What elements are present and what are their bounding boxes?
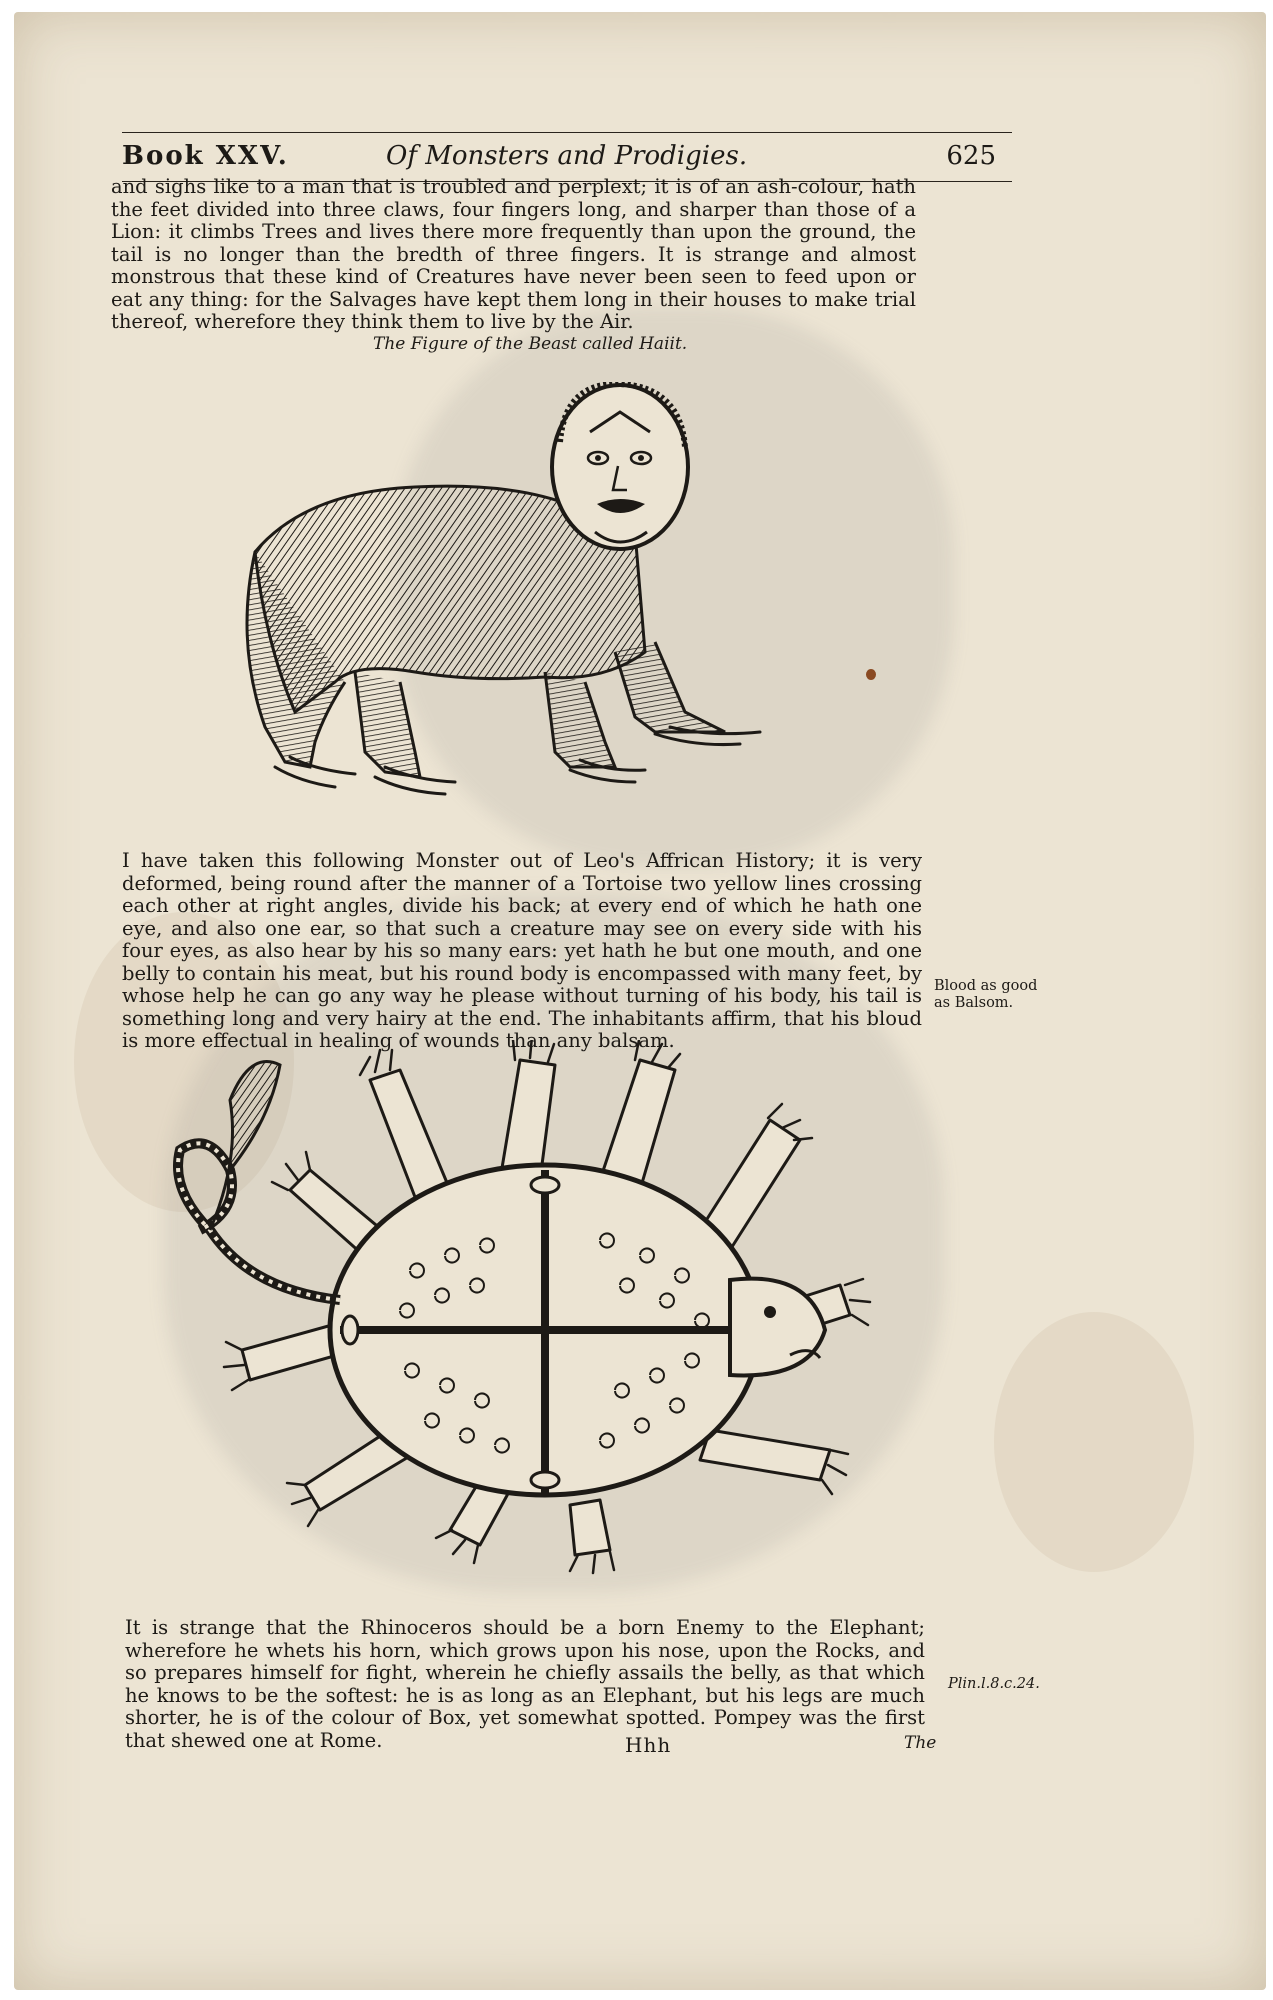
book-number: Book XXV.: [122, 141, 289, 171]
ink-spot: [866, 669, 876, 680]
margin-note-pliny: Plin.l.8.c.24.: [948, 1676, 1040, 1692]
figure-caption: The Figure of the Beast called Haiit.: [373, 334, 688, 354]
margin-note-blood: [934, 978, 1037, 1012]
monster-woodcut: [170, 1040, 890, 1580]
paragraph-haiit: and sighs like to a man that is troubled and perplext; it is of an ash-colour, hath the feet divided into three claws, four fingers long, and sharper than those of a Lion: it climbs Trees and lives there more frequently than upon the ground, the tail is no longer than the bredth of three fingers. It is strange and almost monstrous that these kind of Creatures have never been seen to feed upon or eat any thing: for the Salvages have kept them long in their houses to make trial thereof, wherefore they think them to live by the Air.: [111, 175, 916, 333]
paragraph-monster: I have taken this following Monster out of Leo's Affrican History; it is very deformed, being round after the manner of a Tortoise two yellow lines crossing each other at right angles, divide his back; at every end of which he hath one eye, and also one ear, so that such a creature may see on every side with his four eyes, as also hear by his so many ears: yet hath he but one mouth, and one belly to contain his meat, but his round body is encompassed with many feet, by whose help he can go any way he please without turning of his body, his tail is something long and very hairy at the end. The inhabitants affirm, that his bloud is more effectual in healing of wounds than any balsam.: [122, 849, 922, 1052]
margin-note-line: Blood as good: [934, 978, 1038, 994]
haiit-woodcut: [215, 382, 825, 807]
signature-mark: Hhh: [625, 1733, 672, 1757]
paper-stain: [994, 1312, 1194, 1572]
page-number: 625: [946, 141, 996, 171]
margin-note-line: as Balsom.: [934, 995, 1014, 1011]
catchword: The: [904, 1733, 937, 1753]
header-title: Of Monsters and Prodigies.: [386, 141, 748, 171]
paragraph-rhinoceros: It is strange that the Rhinoceros should be a born Enemy to the Elephant; wherefore he whets his horn, which grows upon his nose, upon the Rocks, and so prepares himself for fight, wherein he chiefly assails the belly, as that which he knows to be the softest: he is as long as an Elephant, but his legs are much shorter, he is of the colour of Box, yet somewhat spotted. Pompey was the first that shewed one at Rome.: [125, 1616, 925, 1752]
